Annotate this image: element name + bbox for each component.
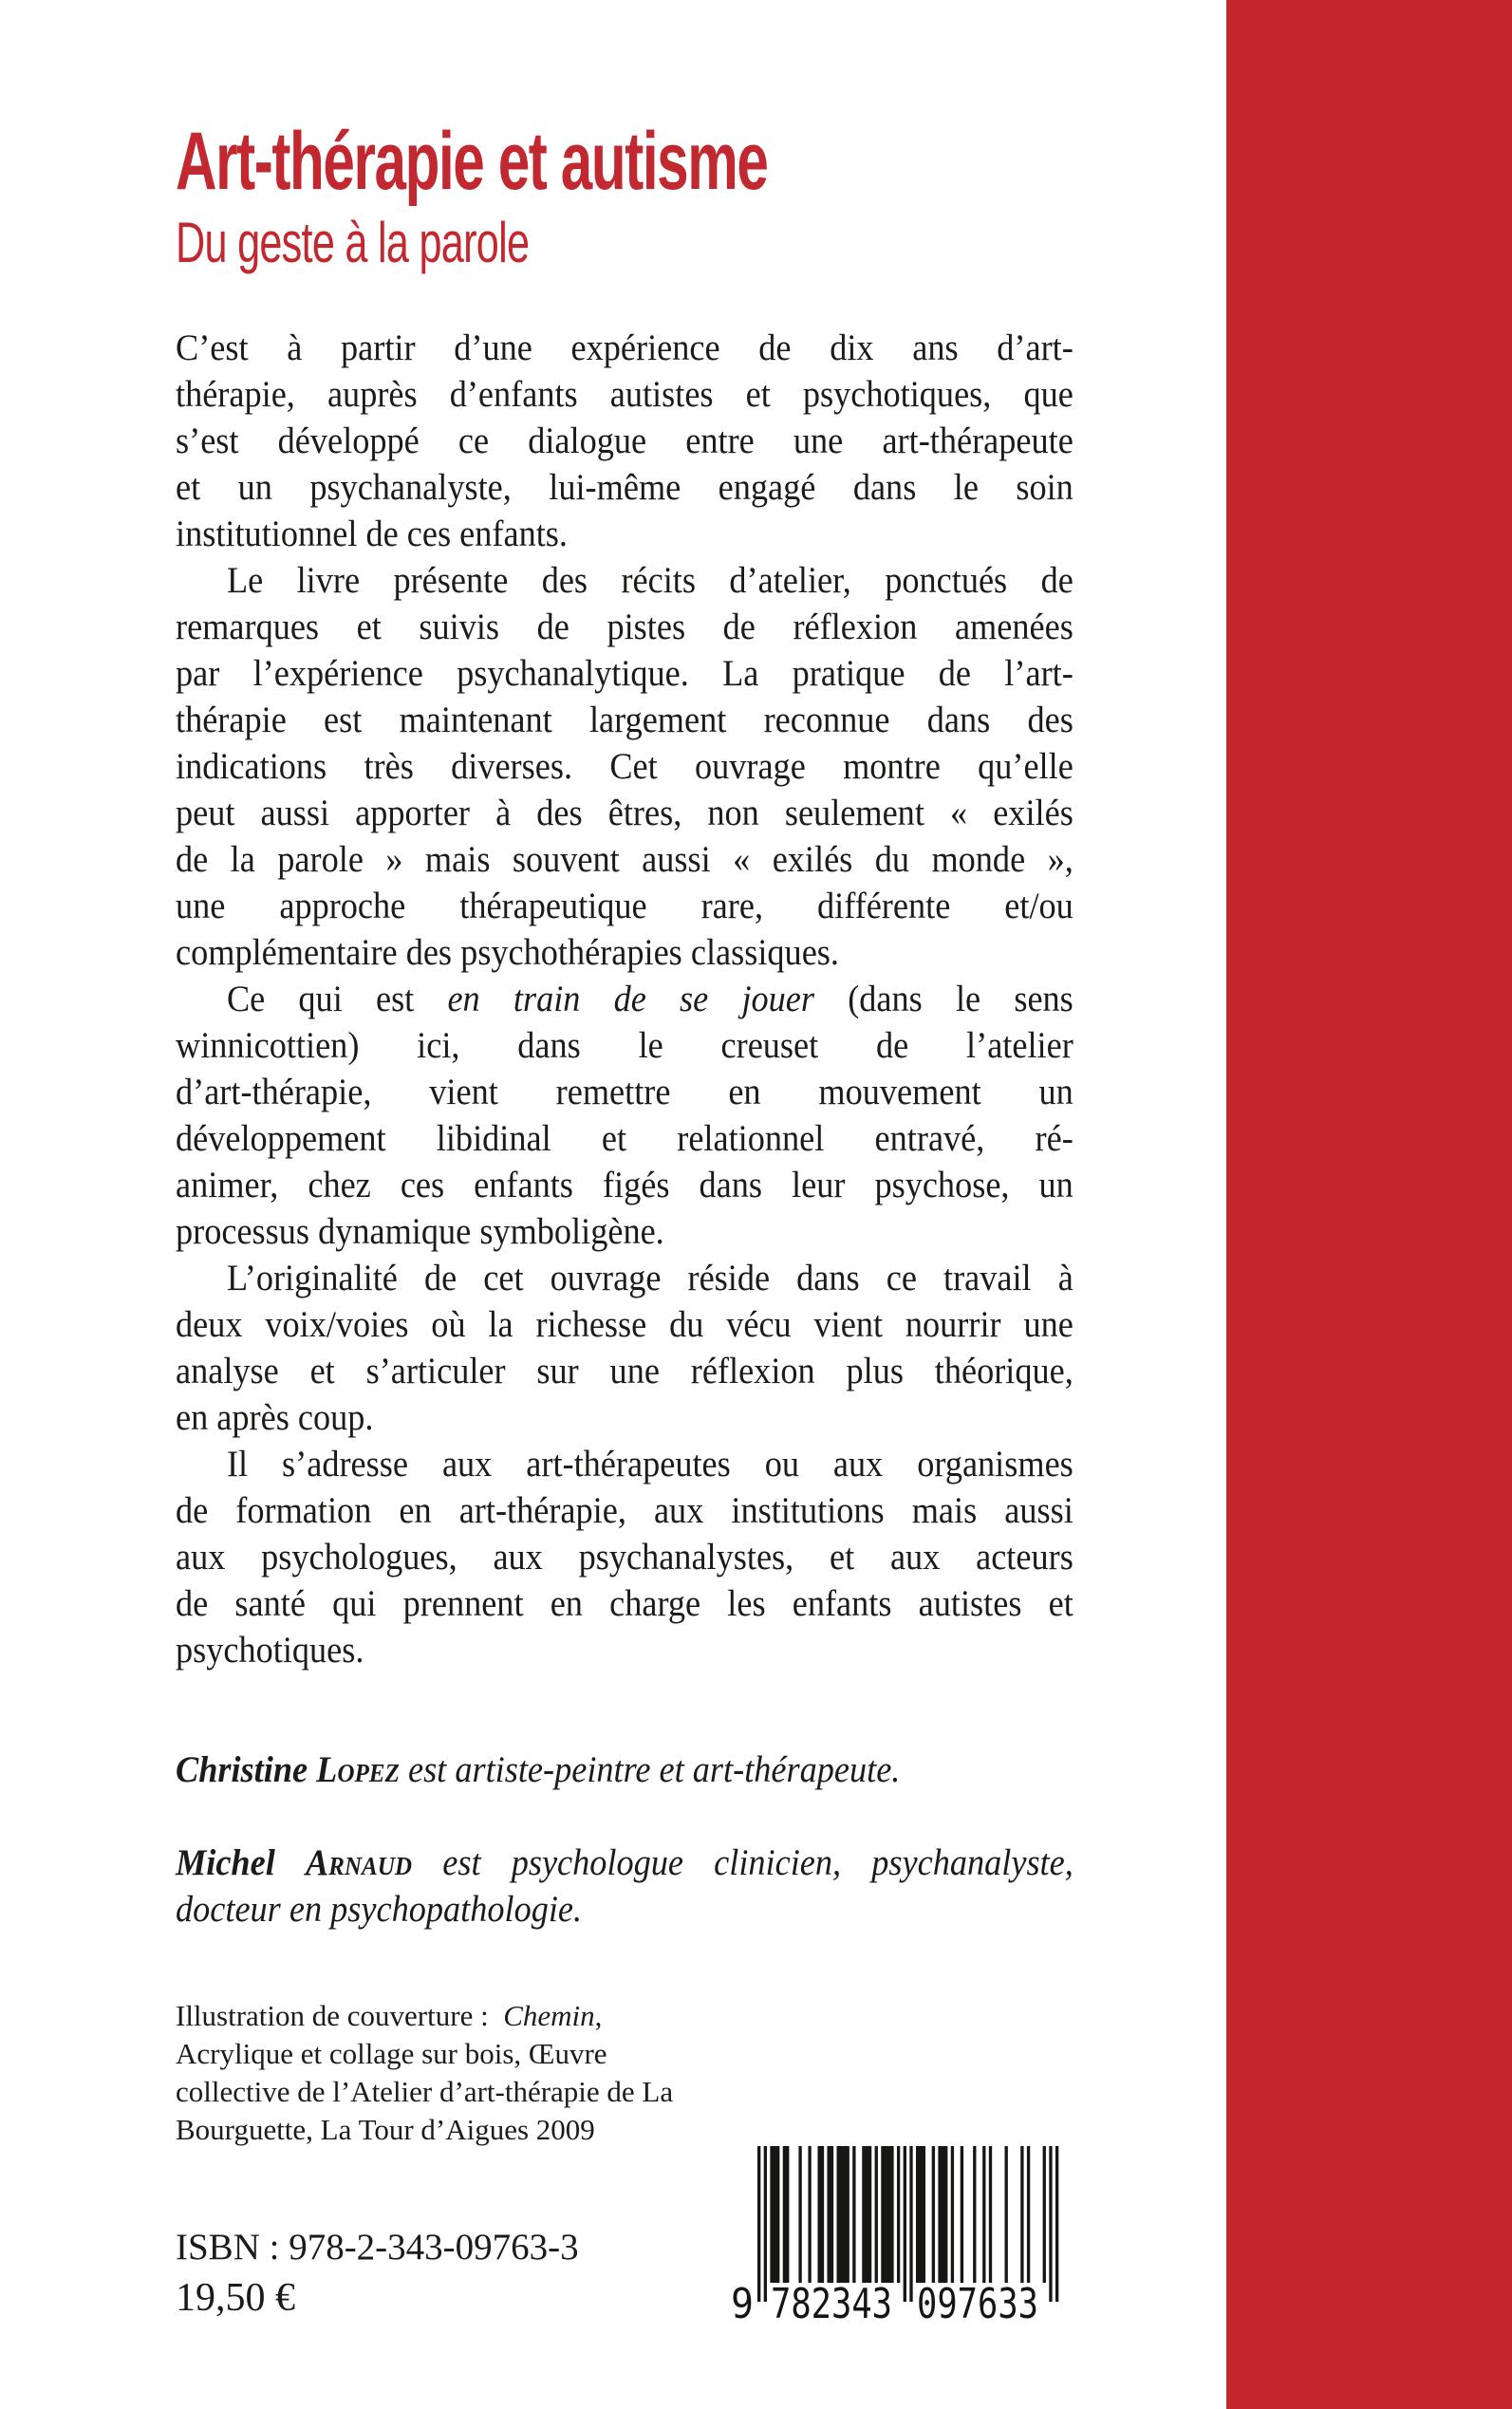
barcode-digits: 782343	[771, 2280, 892, 2326]
barcode-bar	[973, 2146, 976, 2283]
barcode-bar	[916, 2146, 925, 2283]
text-segment: par l’expérience psychanalytique. La pratique de l’art-	[176, 653, 1073, 694]
text-segment: est artiste-peintre et art-thérapeute.	[399, 1749, 901, 1790]
text-segment: docteur en psychopathologie.	[176, 1889, 583, 1930]
blurb-line	[176, 1487, 1073, 1534]
blurb-line	[176, 976, 1073, 1022]
text-segment: Illustration de couverture :	[176, 1999, 504, 2032]
blurb-line	[176, 929, 1073, 976]
author-bio-michel-arnaud	[176, 1839, 1073, 1933]
blurb-line	[176, 557, 1073, 604]
back-cover-blurb	[176, 325, 1073, 1673]
text-segment: est psychologue clinicien, psychanalyste,	[412, 1842, 1073, 1883]
blurb-line	[176, 604, 1073, 650]
barcode-bar	[1043, 2146, 1046, 2283]
author-line	[176, 1746, 1073, 1793]
barcode-bar	[1055, 2146, 1058, 2302]
credit-line	[176, 2035, 897, 2073]
barcode-bar	[837, 2146, 849, 2283]
blurb-line	[176, 1022, 1073, 1069]
text-segment: winnicottien) ici, dans le creuset de l’atelier	[176, 1025, 1073, 1066]
text-segment: thérapie, auprès d’enfants autistes et psychotiques, que	[176, 374, 1073, 415]
text-segment: Ce qui est	[226, 979, 448, 1019]
blurb-line	[176, 325, 1073, 371]
text-segment: thérapie est maintenant largement reconnue dans des	[176, 700, 1073, 740]
barcode-bar	[897, 2146, 900, 2283]
text-segment: de formation en art-thérapie, aux institutions mais aussi	[176, 1490, 1073, 1531]
credit-line	[176, 2111, 897, 2149]
text-segment: (dans le sens	[814, 979, 1073, 1019]
text-segment: une approche thérapeutique rare, différente et/ou	[176, 886, 1073, 926]
barcode-bar	[989, 2146, 992, 2283]
barcode-bar	[904, 2146, 906, 2302]
text-segment: en train de se jouer	[447, 979, 815, 1019]
text-segment: Michel	[176, 1842, 306, 1883]
text-segment: indications très diverses. Cet ouvrage montre qu’elle	[176, 746, 1073, 787]
text-segment: et un psychanalyste, lui-même engagé dans le soin	[176, 467, 1073, 508]
blurb-line	[176, 1534, 1073, 1580]
text-segment: analyse et s’articuler sur une réflexion plus théorique,	[176, 1351, 1073, 1391]
blurb-line	[176, 1348, 1073, 1394]
text-segment: Bourguette, La Tour d’Aigues 2009	[176, 2113, 595, 2146]
text-segment: Il s’adresse aux art-thérapeutes ou aux organismes	[226, 1444, 1073, 1485]
barcode-bar	[852, 2146, 855, 2283]
barcode-bar	[783, 2146, 790, 2283]
blurb-line	[176, 1394, 1073, 1441]
barcode-bar	[932, 2146, 935, 2283]
barcode-bar	[862, 2146, 871, 2283]
barcode-bar	[938, 2146, 947, 2283]
blurb-line	[176, 1208, 1073, 1255]
text-segment: en après coup.	[176, 1397, 374, 1438]
text-segment: remarques et suivis de pistes de réflexion amenées	[176, 607, 1073, 647]
text-segment: ,	[594, 1999, 603, 2032]
barcode-bar	[1027, 2146, 1030, 2283]
text-segment: de la parole » mais souvent aussi « exilés du monde »,	[176, 839, 1073, 880]
blurb-line	[176, 790, 1073, 836]
barcode-bar	[909, 2146, 912, 2302]
credit-line	[176, 1997, 897, 2035]
text-segment: Acrylique et collage sur bois, Œuvre	[176, 2037, 607, 2070]
barcode-bar	[827, 2146, 833, 2283]
barcode-digits: 9	[731, 2280, 754, 2326]
ean13-barcode	[731, 2146, 1063, 2326]
text-segment: peut aussi apporter à des êtres, non seulement « exilés	[176, 793, 1073, 833]
author-bio-christine-lopez	[176, 1746, 1073, 1793]
blurb-line	[176, 1115, 1073, 1162]
isbn-number: ISBN : 978-2-343-09763-3	[176, 2227, 579, 2268]
barcode-bar	[770, 2146, 779, 2283]
barcode-bar	[808, 2146, 811, 2283]
barcode-bar	[757, 2146, 760, 2302]
text-segment: C’est à partir d’une expérience de dix ans d’art-	[176, 327, 1073, 368]
text-segment: animer, chez ces enfants figés dans leur psychose, un	[176, 1165, 1073, 1205]
author-line	[176, 1839, 1073, 1886]
barcode-bar	[817, 2146, 824, 2283]
text-segment: de santé qui prennent en charge les enfants autistes et	[176, 1583, 1073, 1624]
barcode-bar	[961, 2146, 963, 2283]
text-segment: processus dynamique symboligène.	[176, 1211, 664, 1252]
blurb-line	[176, 1627, 1073, 1673]
barcode-bar	[1005, 2146, 1008, 2283]
red-side-stripe	[1226, 0, 1512, 2409]
blurb-line	[176, 650, 1073, 697]
blurb-line	[176, 1069, 1073, 1115]
text-segment: Christine	[176, 1749, 317, 1790]
text-segment: collective de l’Atelier d’art-thérapie de La	[176, 2075, 674, 2108]
blurb-line	[176, 1162, 1073, 1208]
blurb-line	[176, 1580, 1073, 1627]
blurb-line	[176, 418, 1073, 464]
text-segment: Chemin	[503, 1999, 595, 2032]
book-title: Art-thérapie et autisme	[176, 116, 768, 207]
text-segment: deux voix/voies où la richesse du vécu vient nourrir une	[176, 1304, 1073, 1345]
cover-illustration-credit	[176, 1997, 897, 2149]
text-segment: Le livre présente des récits d’atelier, ponctués de	[226, 560, 1073, 601]
text-segment: aux psychologues, aux psychanalystes, et aux acteurs	[176, 1537, 1073, 1578]
barcode-bar	[875, 2146, 878, 2283]
author-line	[176, 1886, 1073, 1933]
barcode-bar	[1020, 2146, 1023, 2283]
text-segment: s’est développé ce dialogue entre une art-thérapeute	[176, 420, 1073, 461]
barcode-digits: 097633	[917, 2280, 1038, 2326]
blurb-line	[176, 1255, 1073, 1301]
blurb-line	[176, 883, 1073, 929]
blurb-line	[176, 371, 1073, 418]
book-subtitle: Du geste à la parole	[176, 211, 530, 274]
text-segment: d’art-thérapie, vient remettre en mouvement un	[176, 1072, 1073, 1112]
text-segment: institutionnel de ces enfants.	[176, 514, 568, 554]
text-segment: développement libidinal et relationnel entravé, ré-	[176, 1118, 1073, 1159]
blurb-line	[176, 697, 1073, 743]
blurb-line	[176, 464, 1073, 511]
barcode-bar	[982, 2146, 985, 2283]
credit-line	[176, 2073, 897, 2111]
blurb-line	[176, 1301, 1073, 1348]
barcode-bar	[881, 2146, 893, 2283]
blurb-line	[176, 1441, 1073, 1487]
text-segment: Lopez	[316, 1749, 400, 1790]
barcode-bar	[798, 2146, 801, 2283]
blurb-line	[176, 743, 1073, 790]
barcode-bar	[764, 2146, 767, 2302]
blurb-line	[176, 836, 1073, 883]
barcode-bar	[1049, 2146, 1052, 2302]
text-segment: Arnaud	[305, 1842, 413, 1883]
text-segment: psychotiques.	[176, 1630, 364, 1671]
text-segment: complémentaire des psychothérapies classiques.	[176, 932, 839, 973]
blurb-line	[176, 511, 1073, 557]
text-segment: L’originalité de cet ouvrage réside dans ce travail à	[226, 1258, 1073, 1298]
barcode-bar	[951, 2146, 954, 2283]
price-label: 19,50 €	[176, 2276, 295, 2320]
